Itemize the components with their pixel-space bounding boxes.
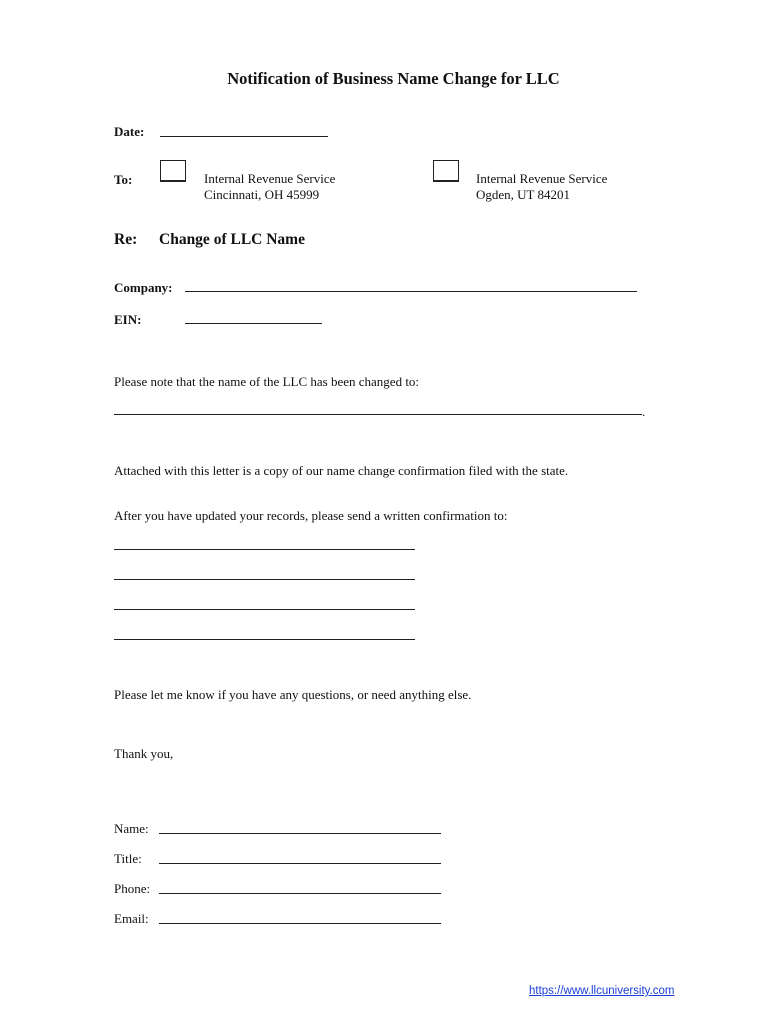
signature-title-label: Title: [114,851,142,866]
signature-phone-label: Phone: [114,881,151,896]
signature-phone-field[interactable] [159,893,441,894]
new-name-period: . [642,404,646,419]
company-field[interactable] [185,291,637,292]
confirmation-text: After you have updated your records, please send a written confirmation to: [114,508,508,523]
address-line-4[interactable] [114,639,415,640]
recipient-name-ogden: Internal Revenue Service [476,171,608,186]
ein-label: EIN: [114,312,142,327]
recipient-checkbox-ogden[interactable] [433,160,459,182]
questions-text: Please let me know if you have any questions, or need anything else. [114,687,472,702]
signature-email-label: Email: [114,911,149,926]
name-change-text: Please note that the name of the LLC has been changed to: [114,374,420,389]
signature-title-field[interactable] [159,863,441,864]
company-label: Company: [114,280,173,295]
document-title: Notification of Business Name Change for LLC [227,69,560,88]
signature-name-field[interactable] [159,833,441,834]
signature-email-field[interactable] [159,923,441,924]
recipient-name-cincinnati: Internal Revenue Service [204,171,336,186]
date-label: Date: [114,124,145,139]
recipient-checkbox-cincinnati[interactable] [160,160,186,182]
footer-link[interactable]: https://www.llcuniversity.com [529,985,675,997]
re-subject: Change of LLC Name [159,231,305,248]
date-field[interactable] [160,136,328,137]
ein-field[interactable] [185,323,322,324]
closing-text: Thank you, [114,746,174,761]
address-line-2[interactable] [114,579,415,580]
recipient-address-ogden: Ogden, UT 84201 [476,187,571,202]
address-line-1[interactable] [114,549,415,550]
new-name-field[interactable] [114,414,642,415]
address-line-3[interactable] [114,609,415,610]
to-label: To: [114,172,133,187]
recipient-address-cincinnati: Cincinnati, OH 45999 [204,187,320,202]
signature-name-label: Name: [114,821,149,836]
attached-text: Attached with this letter is a copy of our name change confirmation filed with the state. [114,463,569,478]
re-label: Re: [114,231,138,248]
